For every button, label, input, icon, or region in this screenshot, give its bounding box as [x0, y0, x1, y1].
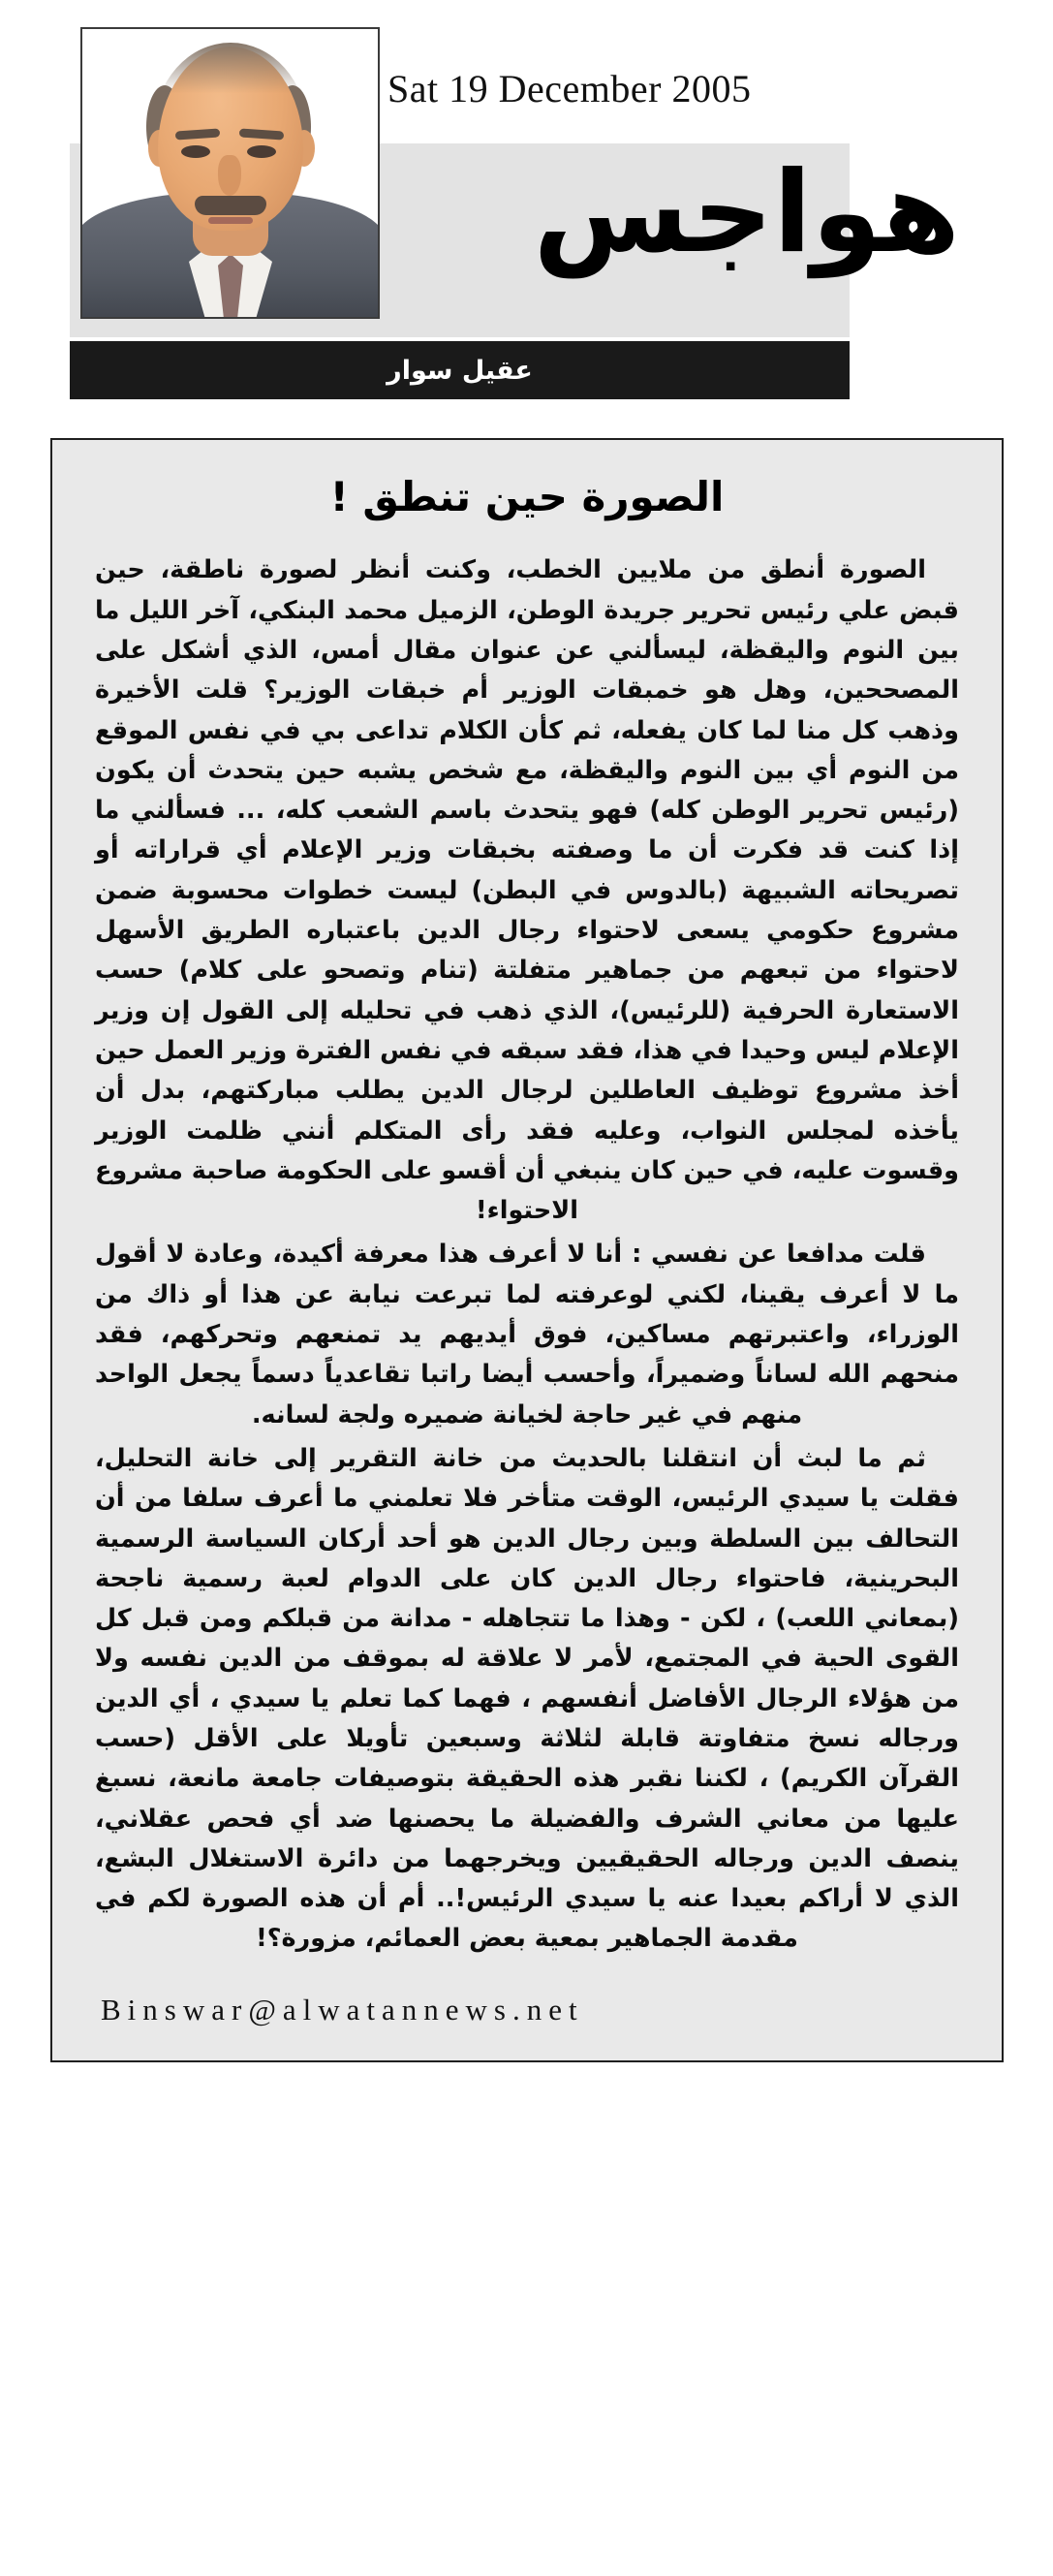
author-name: عقيل سوار: [387, 355, 533, 386]
masthead-logo: هواجس: [533, 147, 960, 278]
portrait-eye-right: [247, 145, 276, 158]
author-email[interactable]: Binswar@alwatannews.net: [101, 1992, 584, 2026]
portrait-illustration: [82, 29, 378, 317]
publication-date: Sat 19 December 2005: [387, 67, 752, 110]
article-body: [77, 550, 976, 1959]
portrait-eye-left: [181, 145, 210, 158]
author-byline-bar: [70, 341, 850, 399]
article-paragraph: الصورة أنطق من ملايين الخطب، وكنت أنظر لصورة ناطقة، حين قبض علي رئيس تحرير جريدة الوطن، الزميل محمد البنكي، آخر الليل ما بين النوم واليقظة، ليسألني عن عنوان مقال أمس، الذي أشكل على المصححين، وهل هو خمبقات الوزير أم خبقات الوزير؟ قلت الأخيرة وذهب كل منا لما كان يفعله، ثم كأن الكلام تداعى بي في نفس الموقع من النوم أي بين النوم واليقظة، مع شخص يشبه حين يتحدث أن يكون (رئيس تحرير الوطن كله) فهو يتحدث باسم الشعب كله، ... فسألني ما إذا كنت قد فكرت أن ما وصفته بخبقات وزير الإعلام أي قراراته أو تصريحاته الشبيهة (بالدوس في البطن) ليست خطوات محسوبة ضمن مشروع حكومي يسعى لاحتواء رجال الدين باعتباره الطريق الأسهل لاحتواء من تبعهم من جماهير متفلتة (تنام وتصحو على كلام) حسب الاستعارة الحرفية (للرئيس)، الذي ذهب في تحليله إلى القول إن وزير الإعلام ليس وحيدا في هذا، فقد سبقه في نفس الفترة وزير العمل حين أخذ مشروع توظيف العاطلين لرجال الدين يطلب مباركتهم، بدل أن يأخذه لمجلس النواب، وعليه فقد رأى المتكلم أنني ظلمت الوزير وقسوت عليه، في حين كان ينبغي أن أقسو على الحكومة صاحبة مشروع الاحتواء!: [95, 555, 959, 1226]
portrait-mouth: [208, 217, 253, 224]
portrait-hairline: [154, 43, 307, 163]
portrait-moustache: [195, 196, 266, 215]
masthead-header: [0, 0, 1053, 417]
article-title: الصورة حين تنطق !: [329, 473, 725, 520]
article-paragraph: قلت مدافعا عن نفسي : أنا لا أعرف هذا معرفة أكيدة، وعادة لا أقول ما لا أعرف يقينا، لكني لوعرفته لما تبرعت نيابة عن هذا أو ذاك من الوزراء، واعتبرتهم مساكين، فوق أيديهم يد تمنعهم وتحركهم، فقد منحهم الله لساناً وضميراً، وأحسب أيضا راتبا تقاعدياً دسماً يجعل الواحد منهم في غير حاجة لخيانة ضميره ولجة لسانه.: [95, 1240, 959, 1429]
author-portrait: [80, 27, 380, 319]
portrait-nose: [218, 155, 241, 196]
article-container: [50, 438, 1004, 2062]
article-paragraph: ثم ما لبث أن انتقلنا بالحديث من خانة التقرير إلى خانة التحليل، فقلت يا سيدي الرئيس، الوقت متأخر فلا تعلمني ما أعرف سلفا من أن التحالف بين السلطة وبين رجال الدين هو أحد أركان السياسة الرسمية البحرينية، فاحتواء رجال الدين كان على الدوام لعبة رسمية ناجحة (بمعاني اللعب) ، لكن - وهذا ما تتجاهله - مدانة من قبلكم ومن قبل كل القوى الحية في المجتمع، لأمر لا علاقة له بموقف من الدين نفسه ولا من هؤلاء الرجال الأفاضل أنفسهم ، فهما كما تعلم يا سيدي ، أي الدين ورجاله نسخ متفاوتة قابلة لثلاثة وسبعين تأويلا على الأقل (حسب القرآن الكريم) ، لكننا نقبر هذه الحقيقة بتوصيفات جامعة مانعة، نسبغ عليها من معاني الشرف والفضيلة ما يحصنها ضد أي فحص عقلاني، ينصف الدين ورجاله الحقيقيين ويخرجهما من دائرة الاستغلال البشع، الذي لا أراكم بعيدا عنه يا سيدي الرئيس!.. أم أن هذه الصورة لكم في مقدمة الجماهير بمعية بعض العمائم، مزورة؟!: [95, 1443, 959, 1954]
